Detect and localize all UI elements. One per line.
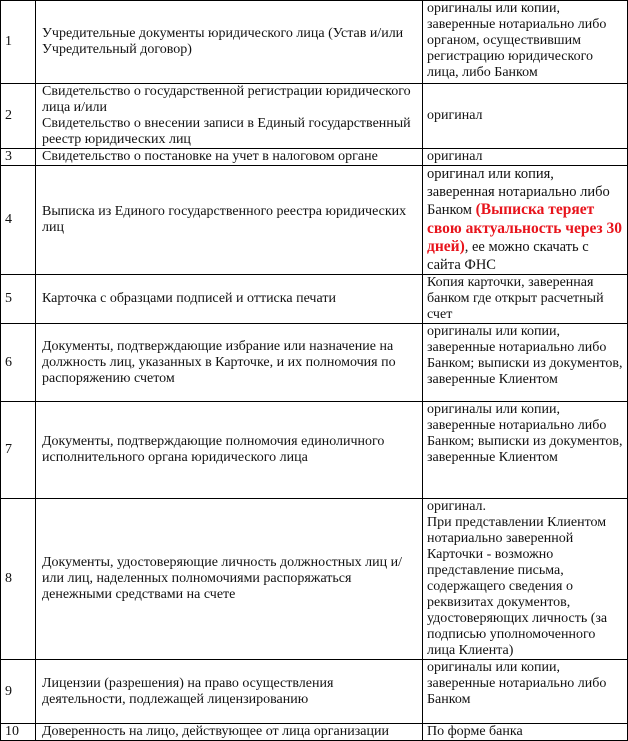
document-name: Доверенность на лицо, действующее от лица организации	[36, 724, 423, 741]
document-name: Карточка с образцами подписей и оттиска печати	[36, 275, 423, 324]
form-text: оригинал или копия, заверенная нотариально либо Банком	[427, 166, 610, 218]
row-number: 7	[1, 402, 36, 499]
row-number: 9	[1, 660, 36, 724]
document-name: Документы, подтверждающие полномочия единоличного исполнительного органа юридического лица	[36, 402, 423, 499]
document-name: Документы, удостоверяющие личность должностных лиц и/или лиц, наделенных полномочиями распоряжаться денежными средствами на счете	[36, 499, 423, 660]
document-form	[423, 166, 628, 275]
row-number: 4	[1, 166, 36, 275]
document-form: По форме банка	[423, 724, 628, 741]
table-row	[1, 499, 628, 660]
document-name: Учредительные документы юридического лица (Устав и/или Учредительный договор)	[36, 1, 423, 84]
row-number: 3	[1, 149, 36, 166]
document-form: Копия карточки, заверенная банком где открыт расчетный счет	[423, 275, 628, 324]
document-form: оригинал. При представлении Клиентом нотариально заверенной Карточки - возможно представление письма, содержащего сведения о реквизитах документов, удостоверяющих личность (за подписью уполномоченного лица Клиента)	[423, 499, 628, 660]
table-row	[1, 324, 628, 402]
row-number: 5	[1, 275, 36, 324]
form-text: , ее можно скачать с сайта ФНС	[427, 239, 589, 273]
document-name: Лицензии (разрешения) на право осуществления деятельности, подлежащей лицензированию	[36, 660, 423, 724]
document-name: Документы, подтверждающие избрание или назначение на должность лиц, указанных в Карточке, и их полномочия по распоряжению счетом	[36, 324, 423, 402]
table-row	[1, 275, 628, 324]
row-number: 10	[1, 724, 36, 741]
document-name: Выписка из Единого государственного реестра юридических лиц	[36, 166, 423, 275]
document-form: оригиналы или копии, заверенные нотариально либо органом, осуществившим регистрацию юридического лица, либо Банком	[423, 1, 628, 84]
document-form: оригинал	[423, 84, 628, 149]
table-row	[1, 149, 628, 166]
table-row	[1, 402, 628, 499]
table-row	[1, 724, 628, 741]
row-number: 2	[1, 84, 36, 149]
row-number: 8	[1, 499, 36, 660]
document-name: Свидетельство о государственной регистрации юридического лица и/или Свидетельство о внесении записи в Единый государственный реестр юридических лиц	[36, 84, 423, 149]
table-row	[1, 166, 628, 275]
validity-warning: (Выписка теряет свою актуальность через 30 дней)	[427, 201, 622, 255]
document-form: оригиналы или копии, заверенные нотариально либо Банком	[423, 660, 628, 724]
table-row	[1, 84, 628, 149]
document-form: оригиналы или копии, заверенные нотариально либо Банком; выписки из документов, заверенные Клиентом	[423, 402, 628, 499]
table-row	[1, 660, 628, 724]
row-number: 1	[1, 1, 36, 84]
document-form: оригинал	[423, 149, 628, 166]
table-row	[1, 1, 628, 84]
document-name: Свидетельство о постановке на учет в налоговом органе	[36, 149, 423, 166]
document-form: оригиналы или копии, заверенные нотариально либо Банком; выписки из документов, заверенные Клиентом	[423, 324, 628, 402]
row-number: 6	[1, 324, 36, 402]
